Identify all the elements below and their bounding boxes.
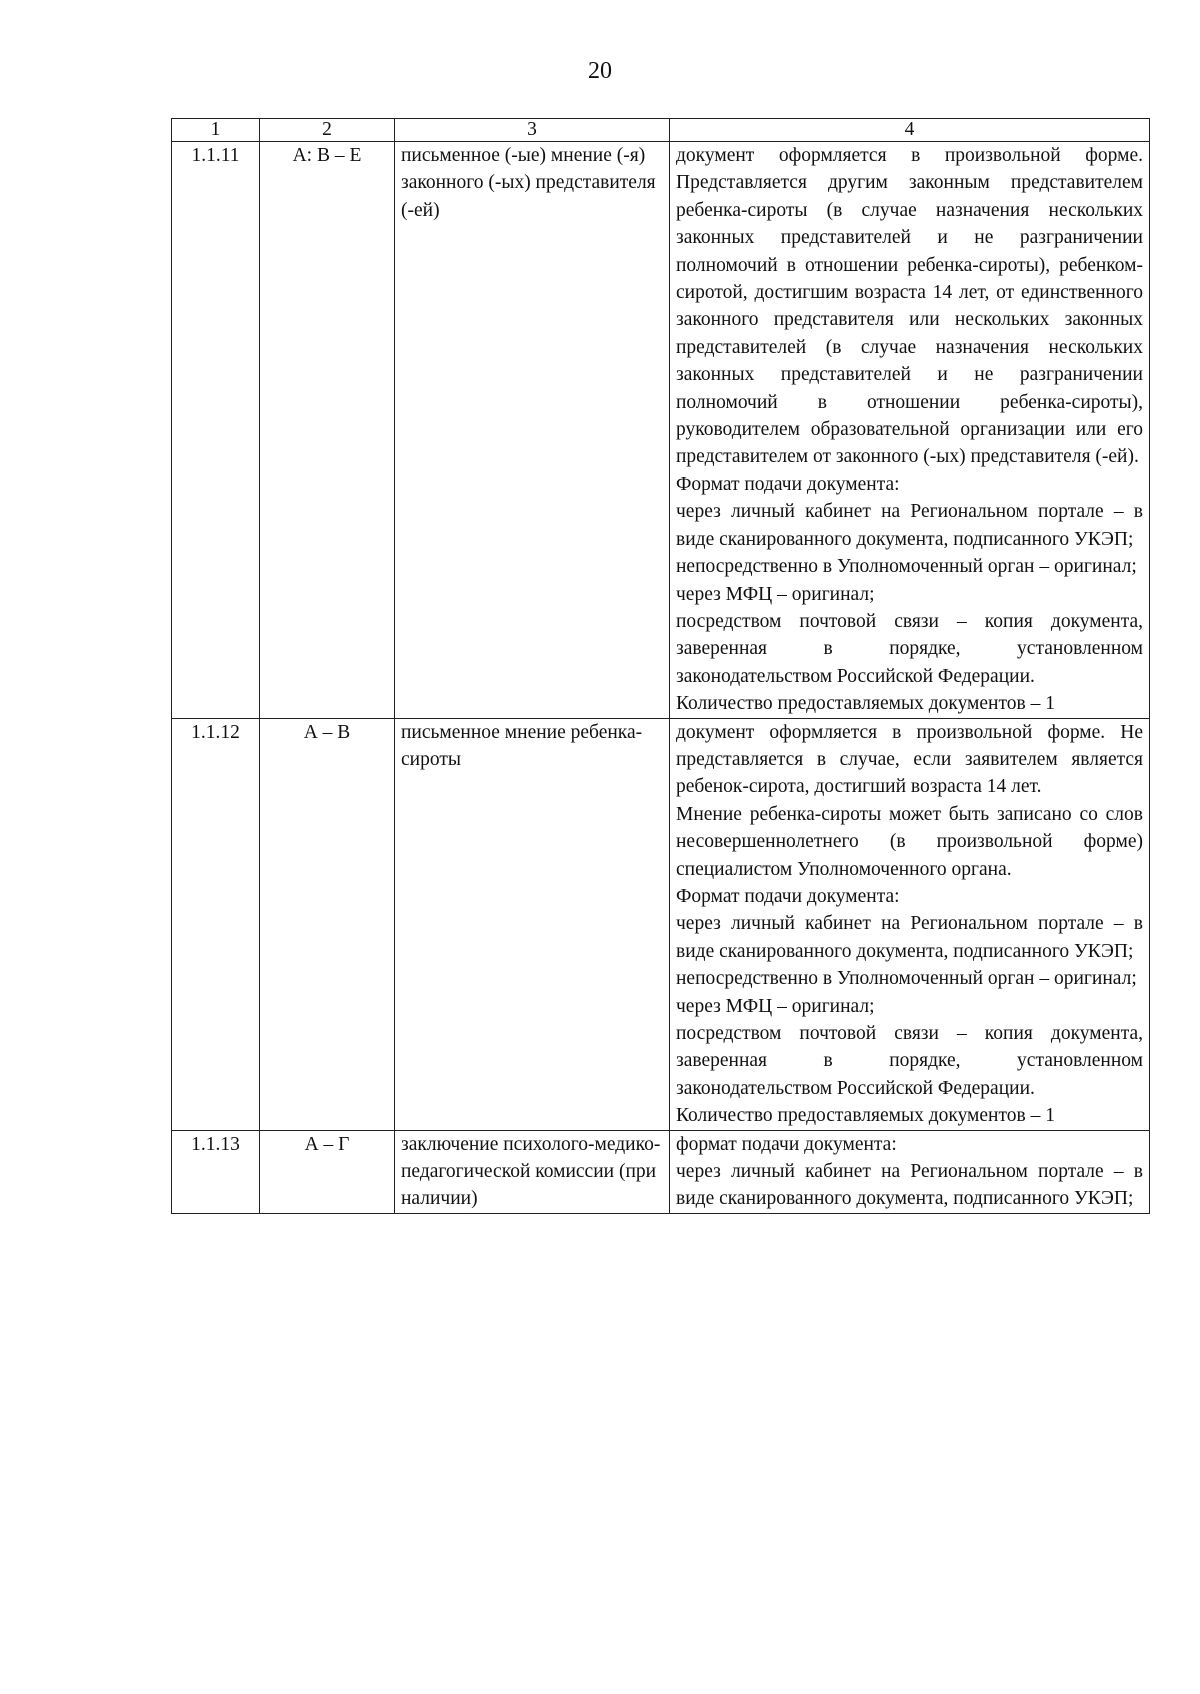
description-paragraph: посредством почтовой связи – копия документа, заверенная в порядке, установленном законодательством Российской Федерации.	[676, 1023, 1143, 1099]
table-row	[172, 142, 1150, 719]
description-paragraph: Мнение ребенка-сироты может быть записано со слов несовершеннолетнего (в произвольной форме) специалистом Уполномоченного органа.	[676, 803, 1143, 880]
row-document: письменное мнение ребенка-сироты	[395, 718, 670, 1130]
description-paragraph: посредством почтовой связи – копия документа, заверенная в порядке, установленном законодательством Российской Федерации.	[676, 610, 1143, 687]
description-paragraph: через личный кабинет на Региональном портале – в виде сканированного документа, подписанного УКЭП;	[676, 913, 1143, 962]
row-document: письменное (-ые) мнение (-я) законного (-ых) представителя (-ей)	[395, 142, 670, 719]
row-document: заключение психолого-медико-педагогической комиссии (при наличии)	[395, 1130, 670, 1213]
description-paragraph: через личный кабинет на Региональном портале – в виде сканированного документа, подписанного УКЭП;	[676, 501, 1143, 550]
row-description	[670, 1130, 1150, 1213]
description-paragraph: Формат подачи документа:	[676, 885, 900, 907]
row-description	[670, 718, 1150, 1130]
row-number: 1.1.11	[172, 142, 260, 719]
page-number: 20	[588, 58, 612, 84]
column-header-3: 3	[395, 119, 670, 142]
column-header-1: 1	[172, 119, 260, 142]
description-paragraph: документ оформляется в произвольной форме. Представляется другим законным представителем ребенка-сироты (в случае назначения нескольких законных представителей и не разграничении полномочий в отношении ребенка-сироты), ребенком-сиротой, достигшим возраста 14 лет, от единственного законного представителя или нескольких законных представителей (в случае назначения нескольких законных представителей и не разграничении полномочий в отношении ребенка-сироты), руководителем образовательной организации или его представителем от законного (-ых) представителя (-ей).	[676, 145, 1143, 468]
description-paragraph: формат подачи документа:	[676, 1133, 897, 1155]
description-paragraph: документ оформляется в произвольной форме. Не представляется в случае, если заявителем является ребенок-сирота, достигший возраста 14 лет.	[676, 721, 1143, 798]
column-header-2: 2	[260, 119, 395, 142]
description-paragraph: через личный кабинет на Региональном портале – в виде сканированного документа, подписанного УКЭП;	[676, 1161, 1143, 1210]
description-paragraph: Формат подачи документа:	[676, 473, 900, 495]
row-number: 1.1.12	[172, 718, 260, 1130]
description-paragraph: непосредственно в Уполномоченный орган – оригинал;	[676, 556, 1137, 578]
column-header-4: 4	[670, 119, 1150, 142]
description-paragraph: Количество предоставляемых документов – 1	[676, 693, 1055, 715]
table-row	[172, 1130, 1150, 1213]
row-description	[670, 142, 1150, 719]
table-row	[172, 718, 1150, 1130]
table-header-row	[172, 119, 1150, 142]
description-paragraph: непосредственно в Уполномоченный орган – оригинал;	[676, 968, 1137, 990]
row-category: А: В – Е	[260, 142, 395, 719]
description-paragraph: через МФЦ – оригинал;	[676, 995, 875, 1017]
documents-table	[171, 118, 1150, 1214]
row-category: А – Г	[260, 1130, 395, 1213]
description-paragraph: Количество предоставляемых документов – 1	[676, 1105, 1055, 1127]
description-paragraph: через МФЦ – оригинал;	[676, 583, 875, 605]
row-number: 1.1.13	[172, 1130, 260, 1213]
row-category: А – В	[260, 718, 395, 1130]
